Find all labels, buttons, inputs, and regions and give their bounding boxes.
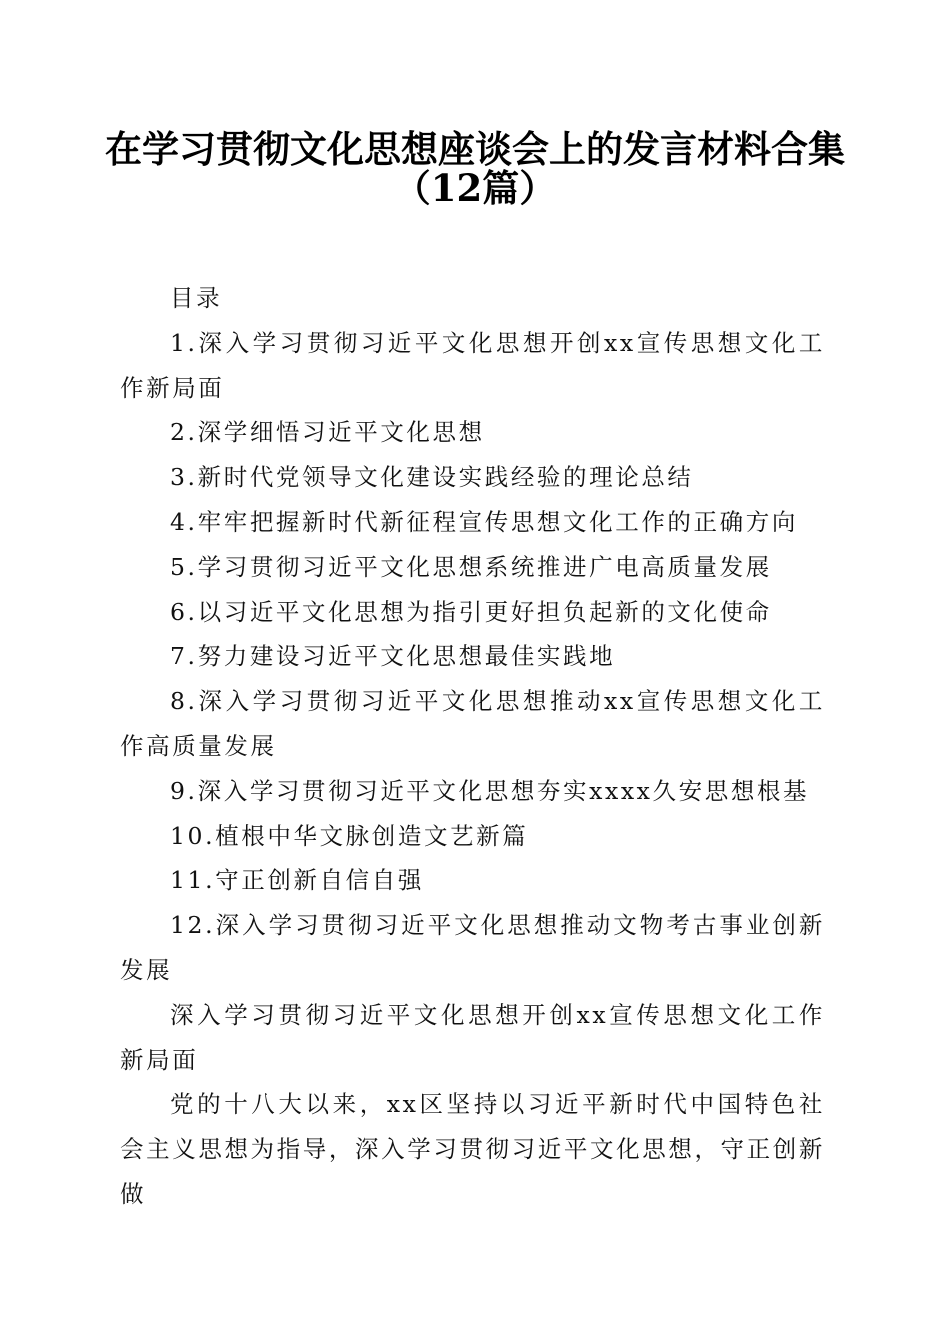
document-body bbox=[120, 276, 825, 1217]
toc-item: 4.牢牢把握新时代新征程宣传思想文化工作的正确方向 bbox=[170, 507, 798, 536]
document-title-count: （12篇） bbox=[393, 166, 557, 210]
toc-item: 5.学习贯彻习近平文化思想系统推进广电高质量发展 bbox=[170, 552, 772, 581]
toc-item: 8.深入学习贯彻习近平文化思想推动xx宣传思想文化工作高质量发展 bbox=[120, 687, 825, 760]
document-title: 在学习贯彻文化思想座谈会上的发言材料合集 bbox=[105, 127, 845, 171]
toc-item: 3.新时代党领导文化建设实践经验的理论总结 bbox=[170, 463, 694, 492]
toc-item: 7.努力建设习近平文化思想最佳实践地 bbox=[170, 642, 616, 671]
toc-item: 6.以习近平文化思想为指引更好担负起新的文化使命 bbox=[170, 597, 772, 626]
toc-item: 11.守正创新自信自强 bbox=[170, 866, 424, 895]
toc-heading: 目录 bbox=[170, 284, 223, 312]
toc-item: 2.深学细悟习近平文化思想 bbox=[170, 418, 485, 447]
body-paragraph: 党的十八大以来，xx区坚持以习近平新时代中国特色社会主义思想为指导，深入学习贯彻习近平文化思想，守正创新做 bbox=[120, 1090, 825, 1208]
toc-item: 9.深入学习贯彻习近平文化思想夯实xxxx久安思想根基 bbox=[170, 776, 810, 805]
section-heading: 深入学习贯彻习近平文化思想开创xx宣传思想文化工作新局面 bbox=[120, 1000, 825, 1074]
toc-item: 10.植根中华文脉创造文艺新篇 bbox=[170, 821, 529, 850]
toc-item: 12.深入学习贯彻习近平文化思想推动文物考古事业创新发展 bbox=[120, 911, 825, 984]
toc-item: 1.深入学习贯彻习近平文化思想开创xx宣传思想文化工作新局面 bbox=[120, 328, 825, 402]
